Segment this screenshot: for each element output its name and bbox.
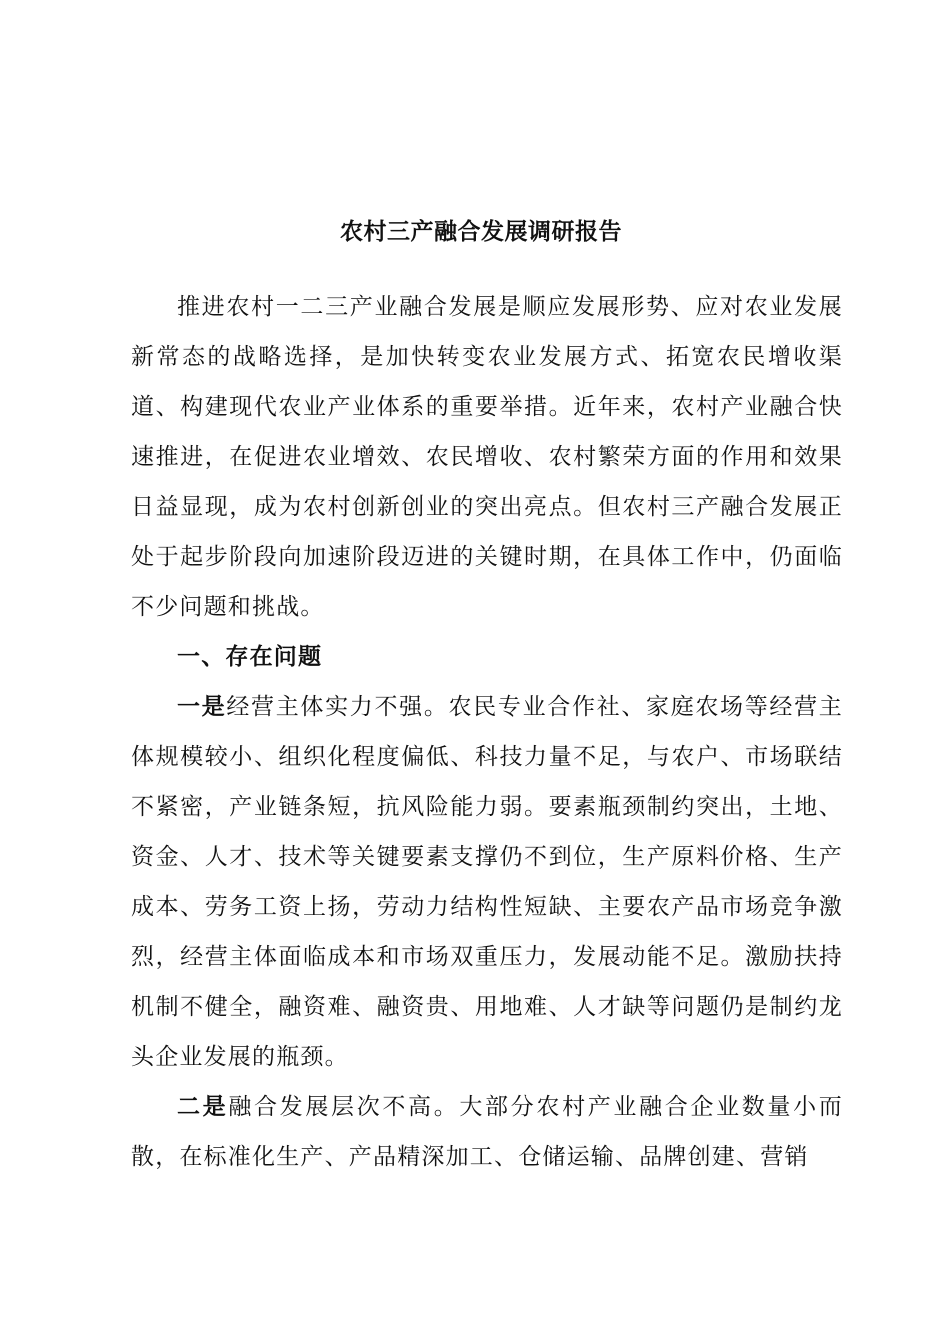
point-1-text: 经营主体实力不强。农民专业合作社、家庭农场等经营主体规模较小、组织化程度偏低、科技力量不足，与农户、市场联结不紧密，产业链条短，抗风险能力弱。要素瓶颈制约突出，土地、资金、人才、技术等关键要素支撑仍不到位，生产原料价格、生产成本、劳务工资上扬，劳动力结构性短缺、主要农产品市场竞争激烈，经营主体面临成本和市场双重压力，发展动能不足。激励扶持机制不健全，融资难、融资贵、用地难、人才缺等问题仍是制约龙头企业发展的瓶颈。 — [131, 694, 843, 1070]
point-2-text: 融合发展层次不高。大部分农村产业融合企业数量小而散，在标准化生产、产品精深加工、仓储运输、品牌创建、营销 — [131, 1094, 843, 1170]
section-heading-problems: 一、存在问题 — [177, 643, 323, 670]
document-title: 农村三产融合发展调研报告 — [340, 218, 622, 245]
intro-paragraph: 推进农村一二三产业融合发展是顺应发展形势、应对农业发展新常态的战略选择，是加快转变农业发展方式、拓宽农民增收渠道、构建现代农业产业体系的重要举措。近年来，农村产业融合快速推进，在促进农业增效、农民增收、农村繁荣方面的作用和效果日益显现，成为农村创新创业的突出亮点。但农村三产融合发展正处于起步阶段向加速阶段迈进的关键时期，在具体工作中，仍面临不少问题和挑战。 — [131, 294, 843, 620]
point-1-lead: 一是 — [177, 693, 227, 720]
point-2-lead: 二是 — [177, 1093, 229, 1120]
paragraph-point-2 — [131, 1082, 843, 1182]
document-body — [131, 282, 843, 1182]
paragraph-point-1 — [131, 682, 843, 1082]
